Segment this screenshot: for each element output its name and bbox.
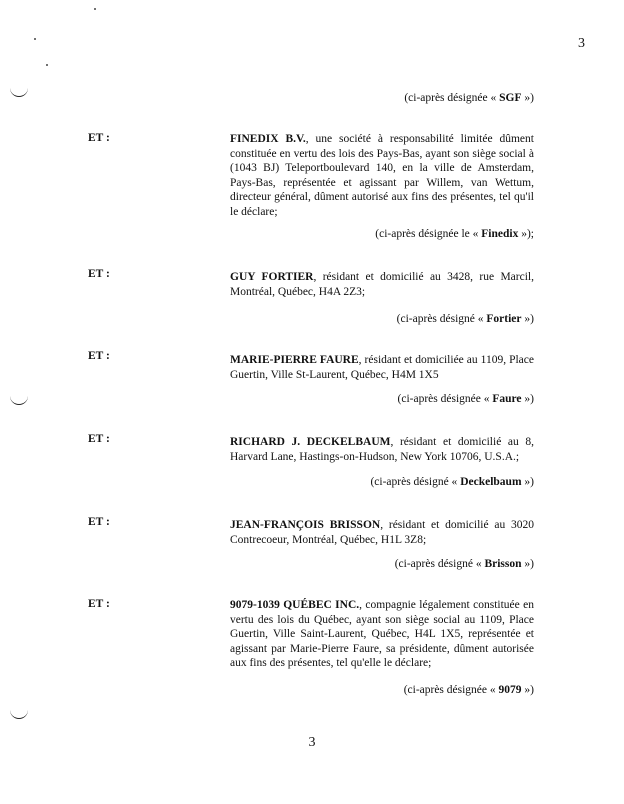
party-description: JEAN-FRANÇOIS BRISSON, résidant et domicilié au 3020 Contrecoeur, Montréal, Québec, H1L 3Z8; xyxy=(230,519,534,546)
party-label: ET : xyxy=(88,350,110,362)
party-designation: (ci-après désigné « Fortier ») xyxy=(396,313,534,325)
party-label: ET : xyxy=(88,132,110,144)
party-name: JEAN-FRANÇOIS BRISSON xyxy=(230,519,381,531)
party-description: MARIE-PIERRE FAURE, résidant et domiciliée au 1109, Place Guertin, Ville St-Laurent, Québec, H4M 1X5 xyxy=(230,354,534,381)
party-name: MARIE-PIERRE FAURE xyxy=(230,354,359,366)
party-description: FINEDIX B.V., une société à responsabilité limitée dûment constituée en vertu des lois des Pays-Bas, ayant son siège social à (1043 BJ) Teleportboulevard 140, en la ville de Amsterdam, Pays-Bas, représentée et agissant par Willem, van Wettum, directeur général, dûment autorisé aux fins des présentes, tel qu'il le déclare; xyxy=(230,133,534,218)
party-label: ET : xyxy=(88,516,110,528)
party-designation: (ci-après désignée « Faure ») xyxy=(397,393,534,405)
party-designation: (ci-après désigné « Brisson ») xyxy=(394,558,534,570)
party-label: ET : xyxy=(88,268,110,280)
scan-speck xyxy=(34,38,36,40)
scan-mark xyxy=(10,88,28,97)
scan-mark xyxy=(10,710,28,719)
party-name: 9079-1039 QUÉBEC INC. xyxy=(230,599,360,611)
scan-mark xyxy=(10,396,28,405)
party-label: ET : xyxy=(88,598,110,610)
party-designation: (ci-après désigné « Deckelbaum ») xyxy=(370,476,534,488)
party-designation: (ci-après désignée « 9079 ») xyxy=(403,684,534,696)
page-number-bottom: 3 xyxy=(308,735,316,750)
scan-speck xyxy=(46,64,48,66)
party-label: ET : xyxy=(88,433,110,445)
party-name: GUY FORTIER xyxy=(230,271,314,283)
party-designation: (ci-après désignée le « Finedix »); xyxy=(375,228,534,240)
page-number-top: 3 xyxy=(578,36,585,51)
sgf-designation: (ci-après désignée « SGF ») xyxy=(404,92,534,104)
party-description: 9079-1039 QUÉBEC INC., compagnie légalement constituée en vertu des lois du Québec, ayant son siège social au 1109, Place Guertin, Ville Saint-Laurent, Québec, H4L 1X5, représentée et agissant par Marie-Pierre Faure, sa présidente, dûment autorisée aux fins des présentes, tel qu'elle le déclare; xyxy=(230,599,534,669)
party-name: RICHARD J. DECKELBAUM xyxy=(230,436,391,448)
party-description: GUY FORTIER, résidant et domicilié au 3428, rue Marcil, Montréal, Québec, H4A 2Z3; xyxy=(230,271,534,298)
scan-speck xyxy=(94,8,96,10)
party-name: FINEDIX B.V. xyxy=(230,133,306,145)
party-description: RICHARD J. DECKELBAUM, résidant et domicilié au 8, Harvard Lane, Hastings-on-Hudson, New York 10706, U.S.A.; xyxy=(230,436,534,463)
